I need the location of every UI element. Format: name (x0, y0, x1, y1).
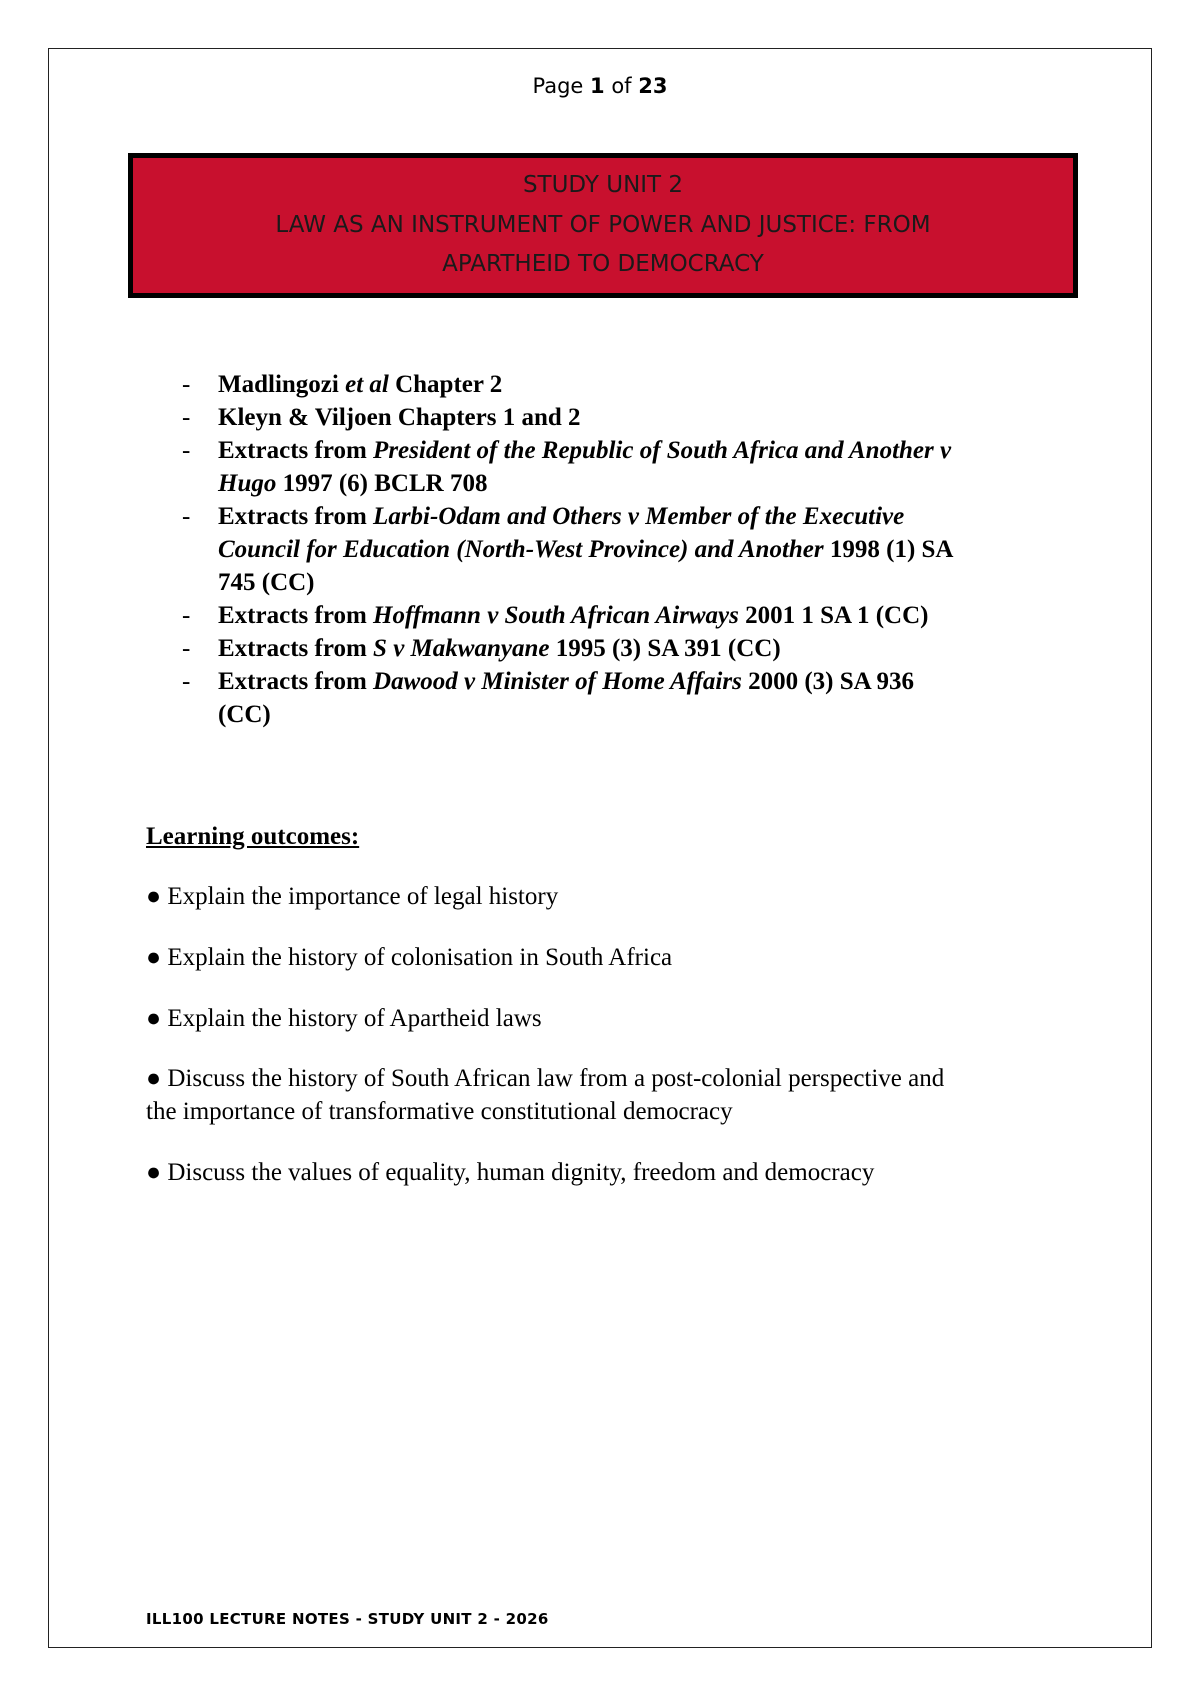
reading-italic: Dawood v Minister of Home Affairs (373, 668, 742, 695)
reading-text: 745 (CC) (218, 569, 315, 596)
reading-item-continuation (182, 698, 1082, 731)
reading-text: Madlingozi (218, 371, 346, 398)
page-number (0, 74, 1200, 98)
reading-item (182, 599, 1082, 632)
reading-text: 2001 1 SA 1 (CC) (738, 602, 929, 629)
reading-item-continuation (182, 566, 1082, 599)
page-footer: ILL100 LECTURE NOTES - STUDY UNIT 2 - 2026 (146, 1610, 549, 1628)
learning-outcomes-heading: Learning outcomes: (146, 823, 360, 850)
reading-text: 1995 (3) SA 391 (CC) (549, 635, 781, 662)
list-dash: - (182, 404, 191, 431)
reading-italic: President of the Republic of South Africa and Another v (373, 437, 952, 464)
list-dash: - (182, 503, 191, 530)
outcome-item: ● Discuss the values of equality, human dignity, freedom and democracy (146, 1159, 875, 1186)
reading-text: Extracts from (218, 503, 374, 530)
study-unit-title-box (128, 153, 1078, 298)
reading-italic: Council for Education (North-West Province) and Another (218, 536, 824, 563)
list-dash: - (182, 635, 191, 662)
reading-text: Extracts from (218, 602, 374, 629)
reading-text: Kleyn & Viljoen Chapters 1 and 2 (218, 404, 581, 431)
list-dash: - (182, 602, 191, 629)
list-dash: - (182, 437, 191, 464)
reading-item (182, 665, 1082, 698)
outcome-item-continuation: the importance of transformative constitutional democracy (146, 1098, 733, 1125)
reading-item (182, 632, 1082, 665)
reading-item (182, 401, 1082, 434)
outcome-item: ● Discuss the history of South African law from a post-colonial perspective and (146, 1065, 945, 1092)
outcome-item: ● Explain the importance of legal history (146, 883, 559, 910)
reading-item-continuation (182, 467, 1082, 500)
readings-list (182, 368, 1082, 731)
reading-item (182, 500, 1082, 533)
reading-text: Chapter 2 (388, 371, 503, 398)
list-dash: - (182, 371, 191, 398)
reading-item (182, 368, 1082, 401)
reading-italic: Larbi-Odam and Others v Member of the Executive (373, 503, 905, 530)
study-unit-label: STUDY UNIT 2 (522, 172, 684, 198)
reading-text: Extracts from (218, 437, 374, 464)
page-current: 1 (590, 74, 605, 98)
reading-italic: et al (345, 371, 389, 398)
study-unit-title (133, 206, 1073, 284)
reading-italic: S v Makwanyane (373, 635, 550, 662)
reading-text: 2000 (3) SA 936 (741, 668, 915, 695)
reading-text: 1997 (6) BCLR 708 (276, 470, 488, 497)
page-of: of (611, 74, 632, 98)
page-total: 23 (638, 74, 668, 98)
reading-text: 1998 (1) SA (823, 536, 954, 563)
reading-text: Extracts from (218, 635, 374, 662)
reading-item (182, 434, 1082, 467)
study-unit-title-line-2: APARTHEID TO DEMOCRACY (442, 251, 764, 277)
reading-text: (CC) (218, 701, 271, 728)
outcome-item: ● Explain the history of colonisation in South Africa (146, 944, 673, 971)
reading-italic: Hugo (218, 470, 277, 497)
list-dash: - (182, 668, 191, 695)
page-prefix: Page (532, 74, 584, 98)
outcome-item: ● Explain the history of Apartheid laws (146, 1005, 542, 1032)
reading-text: Extracts from (218, 668, 374, 695)
reading-italic: Hoffmann v South African Airways (373, 602, 739, 629)
reading-item-continuation (182, 533, 1082, 566)
study-unit-title-line-1: LAW AS AN INSTRUMENT OF POWER AND JUSTICE: FROM (275, 212, 931, 238)
